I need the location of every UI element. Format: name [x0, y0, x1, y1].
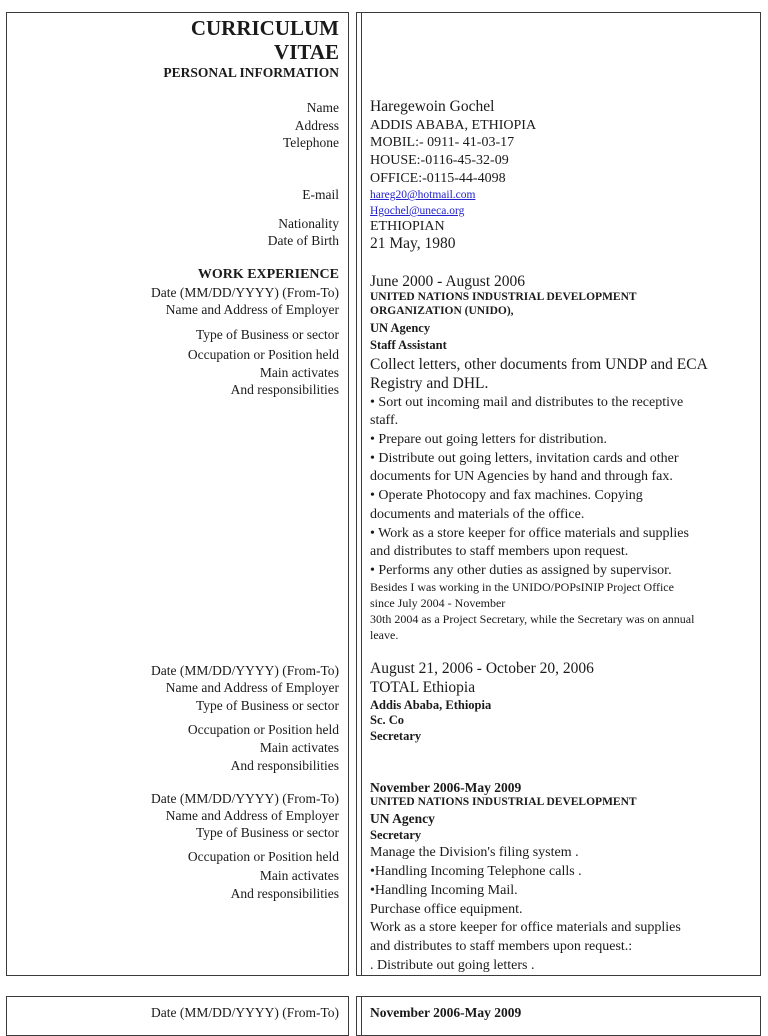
phone-house: HOUSE:-0116-45-32-09 — [370, 153, 509, 168]
job1-note-line: leave. — [370, 628, 399, 642]
label-activities: Main activates — [259, 740, 339, 755]
job1-duty-line: Registry and DHL. — [370, 375, 489, 392]
label-telephone: Telephone — [282, 135, 339, 150]
label-employer: Name and Address of Employer — [165, 680, 339, 695]
job1-duty-line: • Sort out incoming mail and distributes to the receptive — [370, 395, 684, 410]
job2-date: August 21, 2006 - October 20, 2006 — [370, 660, 594, 677]
job3-duty-line: Purchase office equipment. — [370, 902, 523, 917]
email-link-uneca[interactable]: Hgochel@uneca.org — [370, 205, 465, 217]
job3-employer: UNITED NATIONS INDUSTRIAL DEVELOPMENT — [370, 796, 637, 808]
label-date: Date (MM/DD/YYYY) (From-To) — [150, 1005, 339, 1020]
job3-duty-line: Work as a store keeper for office materials and supplies — [370, 920, 681, 935]
cv-title-line2: VITAE — [274, 40, 339, 64]
label-nationality: Nationality — [278, 216, 339, 231]
job2-employer: TOTAL Ethiopia — [370, 679, 476, 696]
job1-note-line: since July 2004 - November — [370, 596, 506, 610]
cv-title-line1: CURRICULUM — [190, 16, 339, 40]
label-occupation: Occupation or Position held — [187, 347, 339, 362]
job1-employer-line1: UNITED NATIONS INDUSTRIAL DEVELOPMENT — [370, 291, 637, 303]
phone-mobile: MOBIL:- 0911- 41-03-17 — [370, 135, 515, 150]
job3-duty-line: •Handling Incoming Telephone calls . — [370, 864, 582, 879]
label-responsibilities: And responsibilities — [230, 758, 339, 773]
job3-duty-line: Manage the Division's filing system . — [370, 845, 579, 860]
job1-position: Staff Assistant — [370, 338, 447, 352]
label-activities: Main activates — [259, 868, 339, 883]
dob-value: 21 May, 1980 — [370, 235, 456, 252]
label-date: Date (MM/DD/YYYY) (From-To) — [150, 285, 339, 300]
job1-business: UN Agency — [370, 321, 431, 335]
label-date: Date (MM/DD/YYYY) (From-To) — [150, 663, 339, 678]
job1-note-line: Besides I was working in the UNIDO/POPsINIP Project Office — [370, 580, 674, 594]
label-employer: Name and Address of Employer — [165, 808, 339, 823]
work-experience-heading: WORK EXPERIENCE — [197, 267, 339, 282]
job1-duty-line: documents and materials of the office. — [370, 507, 585, 522]
nationality-value: ETHIOPIAN — [370, 219, 445, 234]
label-employer: Name and Address of Employer — [165, 302, 339, 317]
label-occupation: Occupation or Position held — [187, 722, 339, 737]
left-label-column — [6, 0, 345, 1024]
phone-office: OFFICE:-0115-44-4098 — [370, 171, 506, 186]
job1-duty-line: Collect letters, other documents from UNDP and ECA — [370, 356, 708, 373]
personal-info-heading: PERSONAL INFORMATION — [163, 65, 339, 80]
job2-business: Sc. Co — [370, 713, 405, 727]
job2-address: Addis Ababa, Ethiopia — [370, 698, 492, 712]
job3-position: Secretary — [370, 828, 422, 842]
job2-position: Secretary — [370, 729, 422, 743]
label-business: Type of Business or sector — [195, 327, 339, 342]
job3-business: UN Agency — [370, 811, 435, 826]
job1-duty-line: and distributes to staff members upon request. — [370, 544, 629, 559]
email-link-hotmail[interactable]: hareg20@hotmail.com — [370, 189, 476, 201]
label-email: E-mail — [302, 187, 339, 202]
label-name: Name — [306, 100, 339, 115]
label-responsibilities: And responsibilities — [230, 886, 339, 901]
job1-duty-line: documents for UN Agencies by hand and through fax. — [370, 469, 673, 484]
job1-date: June 2000 - August 2006 — [370, 273, 525, 290]
job1-duty-line: staff. — [370, 413, 399, 428]
label-business: Type of Business or sector — [195, 825, 339, 840]
label-responsibilities: And responsibilities — [230, 382, 339, 397]
label-dob: Date of Birth — [267, 233, 339, 248]
label-address: Address — [294, 118, 339, 133]
job3-date: November 2006-May 2009 — [370, 780, 522, 795]
label-occupation: Occupation or Position held — [187, 849, 339, 864]
label-date: Date (MM/DD/YYYY) (From-To) — [150, 791, 339, 806]
label-activities: Main activates — [259, 365, 339, 380]
address-value: ADDIS ABABA, ETHIOPIA — [370, 118, 537, 133]
job1-note-line: 30th 2004 as a Project Secretary, while the Secretary was on annual — [370, 612, 695, 626]
job1-duty-line: • Work as a store keeper for office materials and supplies — [370, 526, 689, 541]
job4-date: November 2006-May 2009 — [370, 1005, 522, 1020]
job1-duty-line: • Performs any other duties as assigned by supervisor. — [370, 563, 672, 578]
full-name: Haregewoin Gochel — [370, 98, 495, 115]
label-business: Type of Business or sector — [195, 698, 339, 713]
job3-duty-line: •Handling Incoming Mail. — [370, 883, 518, 898]
job1-duty-line: • Prepare out going letters for distribution. — [370, 432, 608, 447]
job3-duty-line: and distributes to staff members upon request.: — [370, 939, 633, 954]
job1-duty-line: • Operate Photocopy and fax machines. Copying — [370, 488, 643, 503]
job3-duty-line: . Distribute out going letters . — [370, 958, 535, 973]
job1-duty-line: • Distribute out going letters, invitation cards and other — [370, 451, 679, 466]
job1-employer-line2: ORGANIZATION (UNIDO), — [370, 305, 514, 317]
